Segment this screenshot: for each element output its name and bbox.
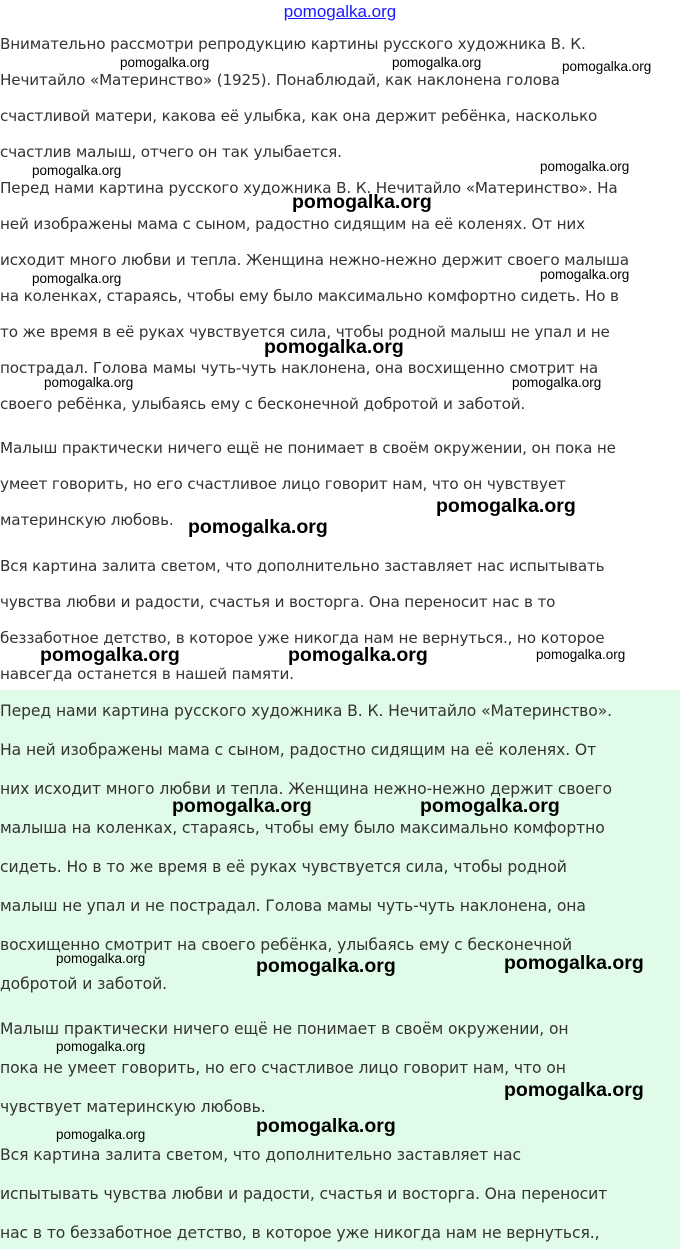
watermark: pomogalka.org (120, 55, 210, 70)
watermark: pomogalka.org (562, 59, 652, 74)
text-line: малыш не упал и не пострадал. Голова мамы чуть-чуть наклонена, она (0, 897, 586, 915)
watermark: pomogalka.org (188, 516, 328, 538)
text-line: чувства любви и радости, счастья и восторга. Она переносит нас в то (0, 593, 556, 611)
text-line: ней изображены мама с сыном, радостно сидящим на её коленях. От них (0, 215, 585, 233)
watermark: pomogalka.org (292, 191, 432, 213)
watermark: pomogalka.org (512, 375, 602, 390)
text-line: умеет говорить, но его счастливое лицо говорит нам, что он чувствует (0, 475, 566, 493)
watermark: pomogalka.org (436, 495, 576, 517)
text-line: Малыш практически ничего ещё не понимает в своём окружении, он (0, 1020, 569, 1038)
watermark: pomogalka.org (256, 955, 396, 977)
site-header-link[interactable]: pomogalka.org (283, 2, 397, 21)
text-line: счастливой матери, какова её улыбка, как она держит ребёнка, насколько (0, 107, 598, 125)
text-line: пока не умеет говорить, но его счастливое лицо говорит нам, что он (0, 1059, 566, 1077)
watermark: pomogalka.org (56, 951, 146, 966)
text-line: Перед нами картина русского художника В. К. Нечитайло «Материнство». (0, 702, 613, 720)
watermark: pomogalka.org (392, 55, 482, 70)
text-line: добротой и заботой. (0, 975, 168, 993)
watermark: pomogalka.org (420, 795, 560, 817)
text-line: испытывать чувства любви и радости, счастья и восторга. Она переносит (0, 1185, 608, 1203)
text-line: счастлив малыш, отчего он так улыбается. (0, 143, 342, 161)
watermark: pomogalka.org (172, 795, 312, 817)
watermark: pomogalka.org (540, 267, 630, 282)
text-line: материнскую любовь. (0, 511, 174, 529)
text-line: нас в то беззаботное детство, в которое уже никогда нам не вернуться., (0, 1224, 600, 1242)
text-line: Перед нами картина русского художника В. К. Нечитайло «Материнство». На (0, 179, 618, 197)
watermark: pomogalka.org (536, 647, 626, 662)
watermark: pomogalka.org (256, 1115, 396, 1137)
text-line: восхищенно смотрит на своего ребёнка, улыбаясь ему с бесконечной (0, 936, 573, 954)
watermark: pomogalka.org (288, 644, 428, 666)
watermark: pomogalka.org (504, 1079, 644, 1101)
text-line: малыша на коленках, стараясь, чтобы ему было максимально комфортно (0, 819, 605, 837)
watermark: pomogalka.org (56, 1127, 146, 1142)
watermark: pomogalka.org (540, 159, 630, 174)
watermark: pomogalka.org (40, 644, 180, 666)
text-line: исходит много любви и тепла. Женщина нежно-нежно держит своего малыша (0, 251, 629, 269)
text-line: беззаботное детство, в которое уже никогда нам не вернуться., но которое (0, 629, 605, 647)
watermark: pomogalka.org (504, 952, 644, 974)
text-line: На ней изображены мама с сыном, радостно сидящим на её коленях. От (0, 741, 597, 759)
text-line: них исходит много любви и тепла. Женщина нежно-нежно держит своего (0, 780, 612, 798)
text-line: Вся картина залита светом, что дополнительно заставляет нас испытывать (0, 557, 605, 575)
text-line: сидеть. Но в то же время в её руках чувствуется сила, чтобы родной (0, 858, 567, 876)
text-line: то же время в её руках чувствуется сила, чтобы родной малыш не упал и не (0, 323, 610, 341)
text-line: чувствует материнскую любовь. (0, 1098, 266, 1116)
watermark: pomogalka.org (32, 271, 122, 286)
watermark: pomogalka.org (56, 1039, 146, 1054)
watermark: pomogalka.org (32, 163, 122, 178)
text-line: пострадал. Голова мамы чуть-чуть наклонена, она восхищенно смотрит на (0, 359, 599, 377)
text-line: навсегда останется в нашей памяти. (0, 665, 294, 683)
text-line: своего ребёнка, улыбаясь ему с бесконечной добротой и заботой. (0, 395, 526, 413)
text-line: Вся картина залита светом, что дополнительно заставляет нас (0, 1146, 521, 1164)
watermark: pomogalka.org (264, 336, 404, 358)
text-line: на коленках, стараясь, чтобы ему было максимально комфортно сидеть. Но в (0, 287, 619, 305)
text-line: Нечитайло «Материнство» (1925). Понаблюдай, как наклонена голова (0, 71, 560, 89)
text-line: Внимательно рассмотри репродукцию картины русского художника В. К. (0, 35, 586, 53)
watermark: pomogalka.org (44, 375, 134, 390)
text-line: Малыш практически ничего ещё не понимает в своём окружении, он пока не (0, 439, 616, 457)
task-text-block (0, 28, 680, 690)
